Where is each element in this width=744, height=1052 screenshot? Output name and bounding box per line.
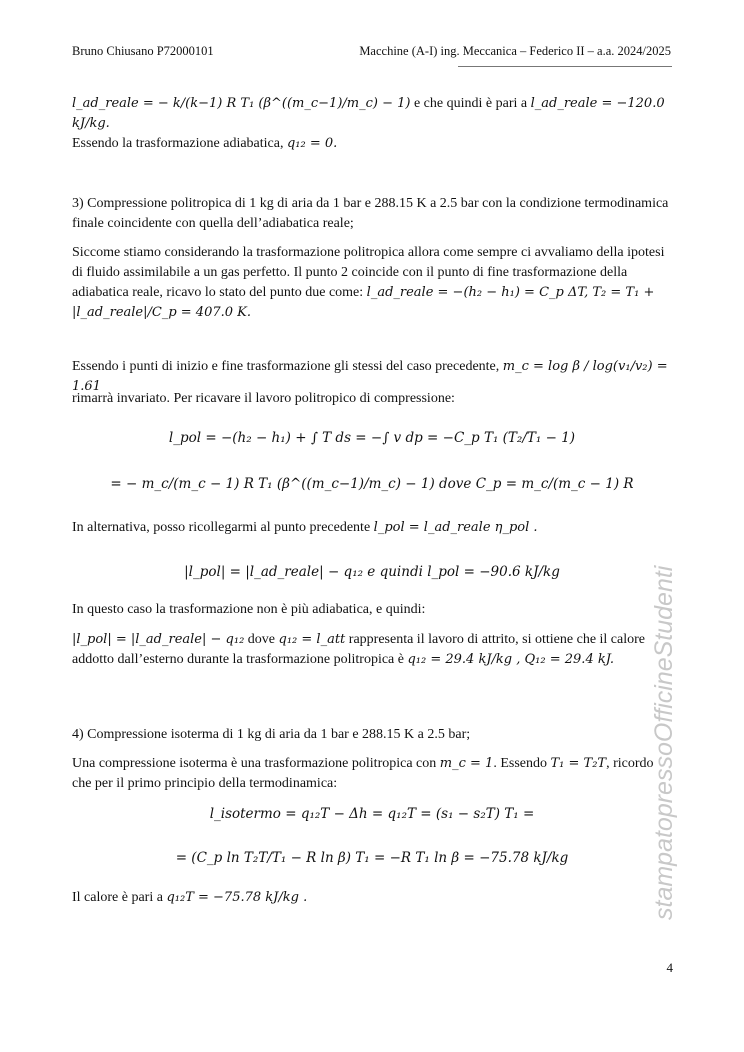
section-4-p1-formula-2: T₁ = T₂T: [550, 756, 607, 771]
header-course: Macchine (A-I) ing. Meccanica – Federico II – a.a. 2024/2025: [359, 44, 671, 58]
adiabatic-work-text: e che quindi è pari a: [410, 96, 531, 111]
section-3-p2-text: Essendo i punti di inizio e fine trasformazione gli stessi del caso precedente,: [72, 359, 503, 374]
adiabatic-work-formula: l_ad_reale = − k/(k−1) R T₁ (β^((m_c−1)/m_c) − 1): [72, 96, 411, 111]
section-3-p6-text-2: rappresenta il lavoro di attrito, si ottiene che il calore addotto dall’esterno durante la trasformazione politropica è: [72, 632, 646, 667]
section-3-paragraph-1: [72, 243, 672, 323]
watermark: stampatopressoOfficineStudenti: [650, 565, 678, 920]
isothermal-work-equation-1: l_isotermo = q₁₂T − Δh = q₁₂T = (s₁ − s₂T) T₁ =: [209, 806, 535, 822]
section-4-p1-text-1: Una compressione isoterma è una trasformazione politropica con: [72, 756, 440, 771]
section-3-paragraph-5: In questo caso la trasformazione non è più adiabatica, e quindi:: [72, 602, 426, 617]
header-rule: [458, 66, 672, 67]
adiabatic-work-line: [72, 94, 672, 134]
section-4-p2-formula: q₁₂T = −75.78 kJ/kg .: [166, 890, 308, 905]
isothermal-work-equation-2: = (C_p ln T₂T/T₁ − R ln β) T₁ = −R T₁ ln β = −75.78 kJ/kg: [175, 850, 569, 866]
adiabatic-heat-text: Essendo la trasformazione adiabatica,: [72, 136, 287, 151]
section-4-paragraph-2: [72, 888, 672, 908]
adiabatic-heat-formula: q₁₂ = 0.: [286, 136, 338, 151]
section-3-p1-text: Siccome stiamo considerando la trasformazione politropica allora come sempre ci avvaliamo della ipotesi di fluido assimilabile a un gas perfetto. Il punto 2 coincide con il punto di fine trasformazione della adiabatica reale, ricavo lo stato del punto due come:: [72, 245, 665, 300]
section-3-p6-formula-3: q₁₂ = 29.4 kJ/kg , Q₁₂ = 29.4 kJ.: [407, 652, 615, 667]
section-4-title: 4) Compressione isoterma di 1 kg di aria da 1 bar e 288.15 K a 2.5 bar;: [72, 727, 471, 742]
section-3-paragraph-3: rimarrà invariato. Per ricavare il lavoro politropico di compressione:: [72, 391, 455, 406]
adiabatic-work-result: l_ad_reale = −120.0 kJ/kg.: [72, 96, 665, 131]
section-3-paragraph-6: [72, 630, 672, 670]
section-3-p1-formula: l_ad_reale = −(h₂ − h₁) = C_p ΔT, T₂ = T₁ + |l_ad_reale|/C_p = 407.0 K.: [72, 285, 655, 320]
page-number: 4: [666, 960, 673, 975]
polytropic-work-equation-1: l_pol = −(h₂ − h₁) + ∫ T ds = −∫ v dp = −C_p T₁ (T₂/T₁ − 1): [168, 430, 576, 446]
polytropic-work-equation-2: = − m_c/(m_c − 1) R T₁ (β^((m_c−1)/m_c) − 1) dove C_p = m_c/(m_c − 1) R: [110, 476, 634, 492]
header-author: Bruno Chiusano P72000101: [72, 44, 214, 58]
polytropic-work-result-equation: |l_pol| = |l_ad_reale| − q₁₂ e quindi l_pol = −90.6 kJ/kg: [184, 564, 560, 580]
section-4-p1-text-3: , ricordo che per il primo principio della termodinamica:: [72, 756, 654, 791]
section-3-p6-formula-2: q₁₂ = l_att: [278, 632, 346, 647]
adiabatic-heat-line: [72, 134, 672, 154]
section-3-paragraph-4: [72, 518, 672, 538]
section-3-p4-formula: l_pol = l_ad_reale η_pol .: [373, 520, 538, 535]
section-3-p6-text-1: dove: [244, 632, 279, 647]
section-4-paragraph-1: [72, 754, 672, 794]
section-3-p6-formula-1: |l_pol| = |l_ad_reale| − q₁₂: [72, 632, 245, 647]
section-4-p1-text-2: . Essendo: [493, 756, 551, 771]
section-3-p2-formula: m_c = log β / log(v₁/v₂) = 1.61: [72, 359, 668, 394]
section-4-p1-formula-1: m_c = 1: [439, 756, 494, 771]
section-4-p2-text: Il calore è pari a: [72, 890, 167, 905]
section-3-title: 3) Compressione politropica di 1 kg di aria da 1 bar e 288.15 K a 2.5 bar con la condizione termodinamica finale coincidente con quella dell’adiabatica reale;: [72, 196, 669, 231]
section-3-p4-text: In alternativa, posso ricollegarmi al punto precedente: [72, 520, 374, 535]
